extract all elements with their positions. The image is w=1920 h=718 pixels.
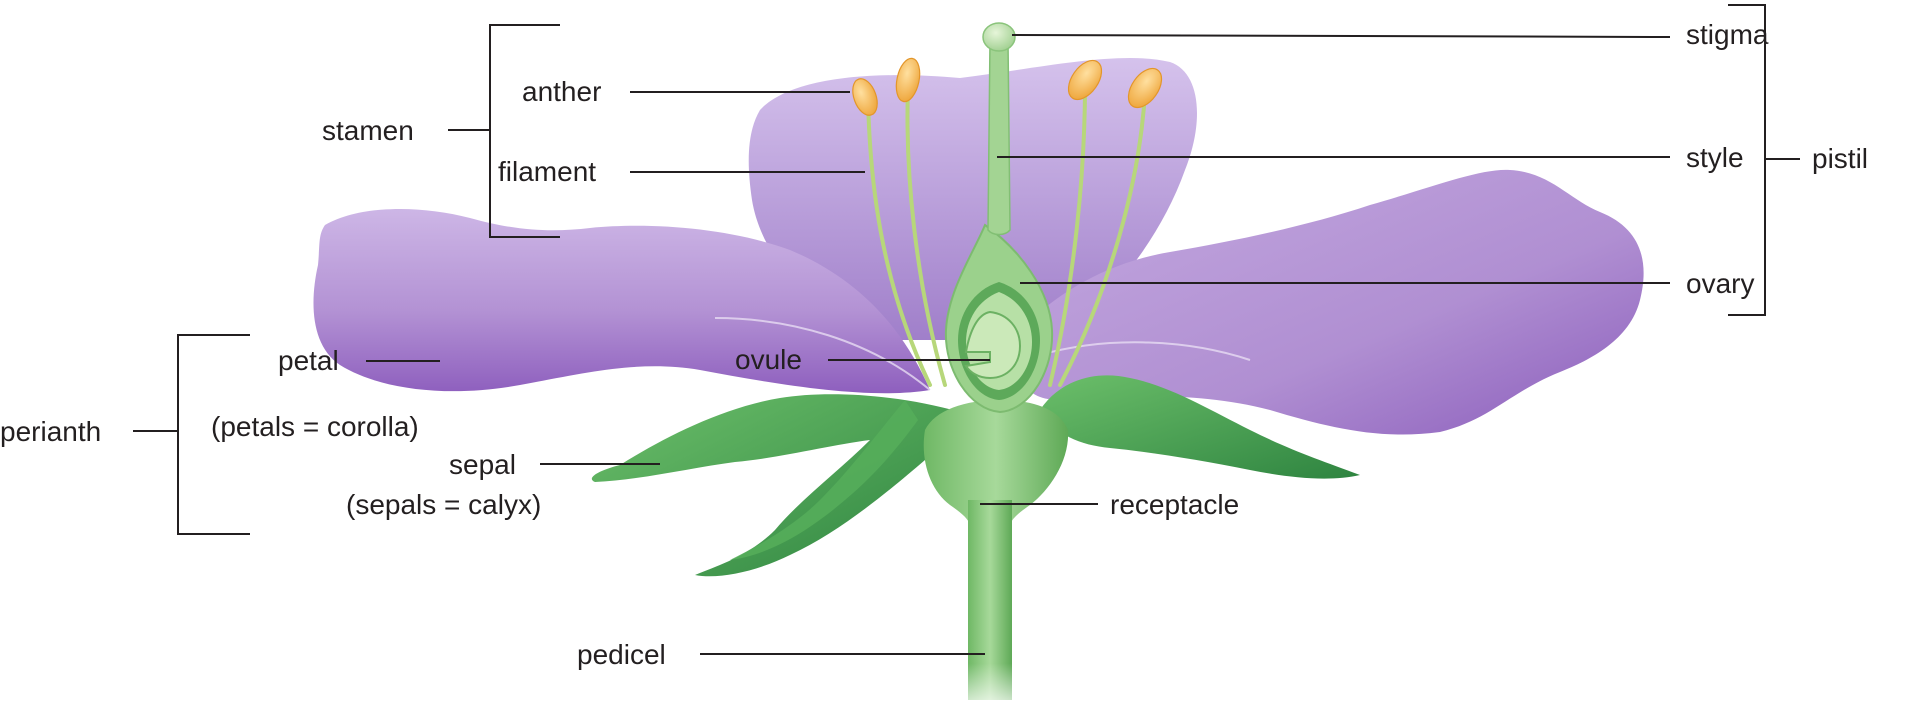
label-corolla-note: (petals = corolla): [211, 411, 419, 442]
label-stamen: stamen: [322, 115, 414, 146]
stigma-shape: [983, 23, 1015, 51]
label-pedicel: pedicel: [577, 639, 666, 670]
label-petal: petal: [278, 345, 339, 376]
stigma-leader: [1012, 35, 1670, 37]
label-perianth: perianth: [0, 416, 102, 447]
label-receptacle: receptacle: [1110, 489, 1240, 520]
pedicel-fade: [960, 500, 1020, 718]
label-ovary: ovary: [1686, 268, 1755, 299]
label-style: style: [1686, 142, 1744, 173]
label-pistil: pistil: [1812, 143, 1869, 174]
stamen-bracket: [490, 25, 560, 237]
flower-illustration: [313, 23, 1643, 718]
label-filament: filament: [498, 156, 597, 187]
label-calyx-note: (sepals = calyx): [346, 489, 542, 520]
style-shape: [988, 40, 1010, 235]
label-sepal: sepal: [449, 449, 516, 480]
label-anther: anther: [522, 76, 602, 107]
label-ovule: ovule: [735, 344, 802, 375]
label-stigma: stigma: [1686, 19, 1769, 50]
